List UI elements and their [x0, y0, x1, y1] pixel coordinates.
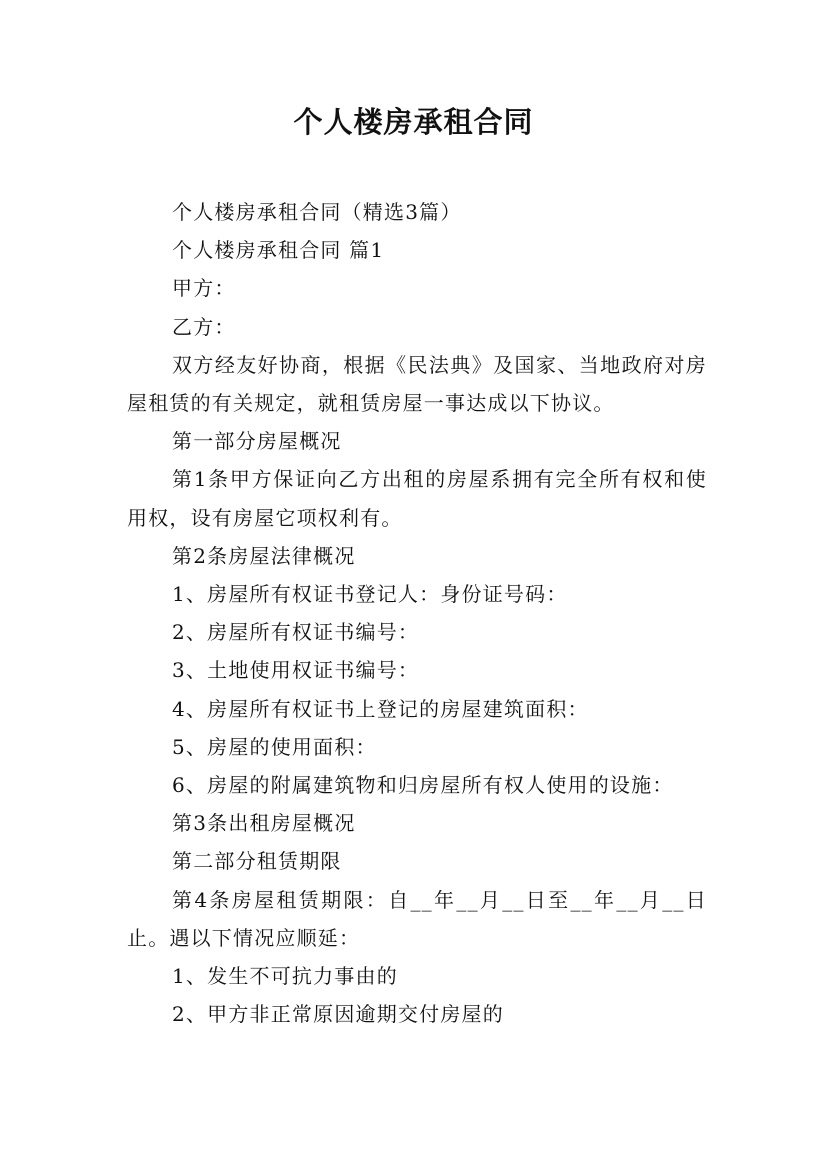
paragraph-clause-2: 第2条房屋法律概况 [172, 543, 356, 568]
list-item: 3、土地使用权证书编号： [172, 658, 420, 683]
paragraph-clause-1: 第1条甲方保证向乙方出租的房屋系拥有完全所有权和使用权，设有房屋它项权利有。 [127, 467, 707, 530]
paragraph-intro: 双方经友好协商，根据《民法典》及国家、当地政府对房屋租赁的有关规定，就租赁房屋一事达成以下协议。 [127, 352, 707, 416]
document-title: 个人楼房承租合同 [293, 105, 534, 139]
document-body [127, 193, 707, 1033]
paragraph-article-heading: 个人楼房承租合同 篇1 [172, 238, 385, 263]
list-item: 5、房屋的使用面积： [172, 734, 377, 759]
list-item: 2、房屋所有权证书编号： [172, 620, 420, 645]
paragraph-subtitle: 个人楼房承租合同（精选3篇） [172, 200, 462, 224]
paragraph-part-one: 第一部分房屋概况 [172, 429, 342, 454]
paragraph-party-b: 乙方： [172, 314, 236, 339]
list-item: 4、房屋所有权证书上登记的房屋建筑面积： [172, 696, 589, 721]
list-item: 6、房屋的附属建筑物和归房屋所有权人使用的设施： [172, 773, 674, 798]
paragraph-party-a: 甲方： [172, 276, 236, 301]
paragraph-part-two: 第二部分租赁期限 [172, 849, 342, 874]
list-item: 1、发生不可抗力事由的 [172, 964, 398, 989]
list-item: 1、房屋所有权证书登记人：身份证号码： [172, 582, 568, 607]
list-item: 2、甲方非正常原因逾期交付房屋的 [172, 1002, 504, 1027]
paragraph-clause-4: 第4条房屋租赁期限：自__年__月__日至__年__月__日止。遇以下情况应顺延： [127, 887, 707, 950]
paragraph-clause-3: 第3条出租房屋概况 [172, 811, 356, 836]
